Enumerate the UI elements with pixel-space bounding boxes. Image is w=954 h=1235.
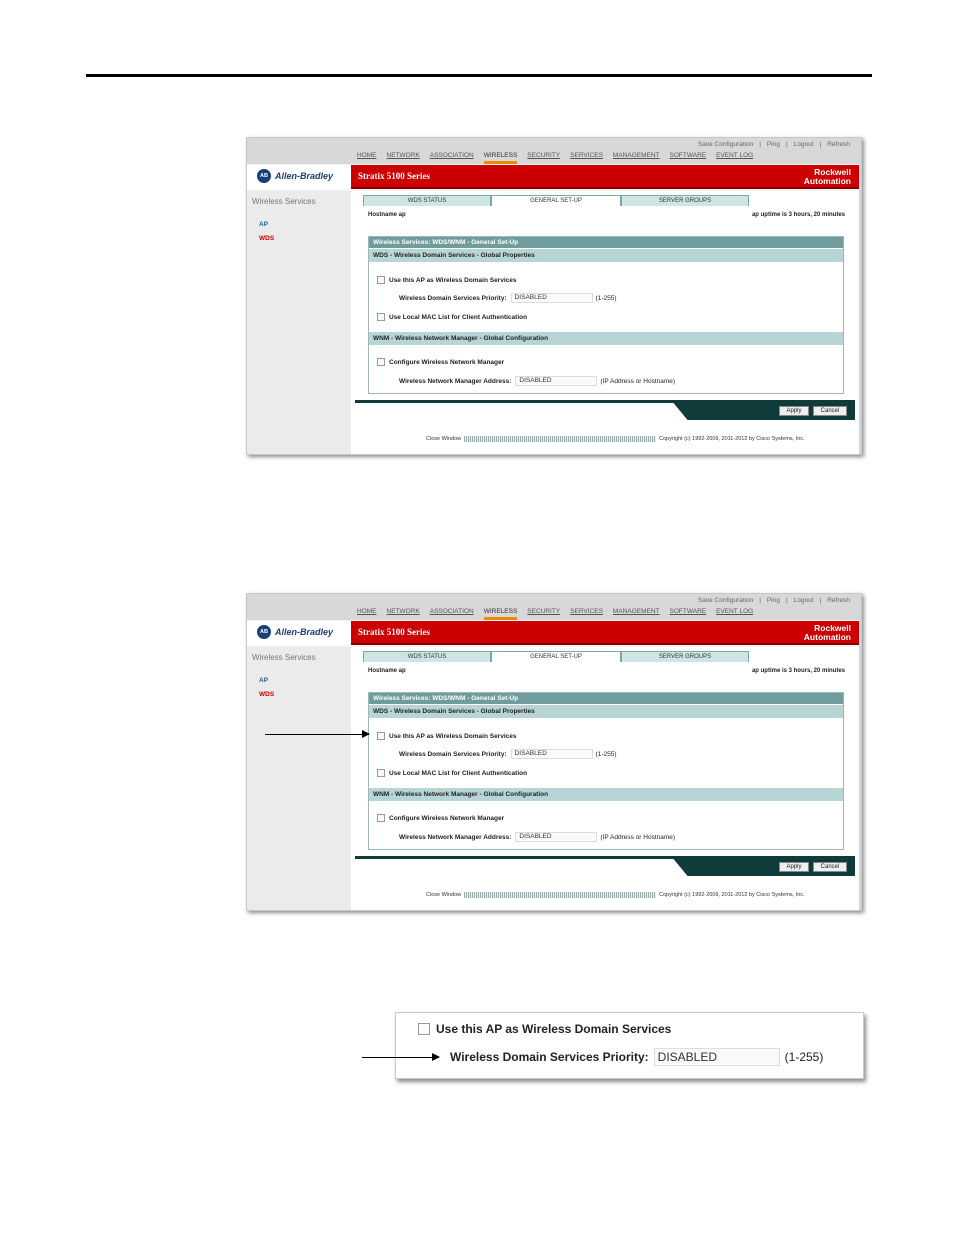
callout-arrow-icon [362,1057,439,1058]
panel-title: Wireless Services: WDS/WNM - General Set-Up [369,693,843,704]
use-ap-wds-label: Use this AP as Wireless Domain Services [436,1022,672,1036]
tab-wds-status[interactable]: WDS STATUS [363,651,491,662]
ping-link[interactable]: Ping [766,141,780,148]
priority-label: Wireless Domain Services Priority: [399,294,507,302]
tab-general-setup[interactable]: GENERAL SET-UP [491,651,621,662]
wnm-address-label: Wireless Network Manager Address: [399,377,512,385]
use-ap-wds-checkbox[interactable] [377,732,385,740]
wds-header: WDS - Wireless Domain Services - Global Properties [369,705,843,718]
menu-services[interactable]: SERVICES [570,152,603,159]
menu-network[interactable]: NETWORK [386,608,420,615]
wnm-address-row [399,832,675,842]
allen-bradley-logo [257,169,333,183]
automation-text: Automation [803,176,851,186]
wnm-address-label: Wireless Network Manager Address: [399,833,512,841]
rockwell-logo [804,624,851,642]
priority-input[interactable]: DISABLED [511,293,593,303]
menu-wireless[interactable]: WIRELESS [484,608,518,620]
priority-input[interactable]: DISABLED [654,1048,780,1066]
menu-wireless[interactable]: WIRELESS [484,152,518,164]
utility-links [695,141,853,148]
configure-wnm-row [377,358,504,366]
local-mac-row [377,313,527,321]
ping-link[interactable]: Ping [766,597,780,604]
sidebar [247,647,351,911]
configure-wnm-row [377,814,504,822]
copyright: Copyright (c) 1992-2009, 2011-2012 by Cisco Systems, Inc. [659,892,805,898]
screenshot-1 [246,137,862,455]
rockwell-text: Rockwell [814,167,851,177]
separator: | [819,141,822,148]
configure-wnm-checkbox[interactable] [377,358,385,366]
menu-home[interactable]: HOME [357,152,377,159]
rockwell-logo [804,168,851,186]
product-name: Stratix 5100 Series [358,171,430,181]
apply-button[interactable]: Apply [779,862,809,872]
menu-home[interactable]: HOME [357,608,377,615]
panel-title: Wireless Services: WDS/WNM - General Set-Up [369,237,843,248]
sidebar [247,191,351,455]
product-name: Stratix 5100 Series [358,627,430,637]
priority-row [399,749,617,759]
wnm-address-input[interactable]: DISABLED [515,832,597,842]
local-mac-label: Use Local MAC List for Client Authentication [389,313,528,321]
menu-management[interactable]: MANAGEMENT [612,152,660,159]
menu-association[interactable]: ASSOCIATION [429,608,474,615]
refresh-link[interactable]: Refresh [827,141,850,148]
logout-link[interactable]: Logout [793,141,814,148]
priority-hint: (1-255) [784,1050,824,1064]
use-ap-wds-row [418,1022,671,1036]
menu-management[interactable]: MANAGEMENT [612,608,660,615]
screenshot-2 [246,593,862,911]
separator: | [759,141,761,148]
separator: | [785,597,788,604]
uptime: ap uptime is 3 hours, 20 minutes [751,212,845,218]
page-footer [426,436,805,442]
footer-decoration [464,436,656,442]
top-navigation [247,594,862,620]
ab-logo-icon: AB [257,169,271,183]
zoomed-crop [395,1012,864,1079]
ab-brand-text: Allen-Bradley [275,627,334,637]
main-content [351,647,859,911]
priority-row [450,1048,823,1066]
sidebar-item-wds[interactable]: WDS [259,235,275,242]
setup-panel [368,236,844,394]
wnm-address-hint: (IP Address or Hostname) [600,833,676,841]
save-configuration-link[interactable]: Save Configuration [697,141,754,148]
hostname: Hostname ap [368,212,406,218]
use-ap-wds-label: Use this AP as Wireless Domain Services [389,276,517,284]
menu-services[interactable]: SERVICES [570,608,603,615]
page-top-rule [86,74,872,77]
use-ap-wds-checkbox[interactable] [418,1023,430,1035]
apply-button[interactable]: Apply [779,406,809,416]
tab-general-setup[interactable]: GENERAL SET-UP [491,195,621,206]
sidebar-item-wds[interactable]: WDS [259,691,275,698]
local-mac-label: Use Local MAC List for Client Authentication [389,769,528,777]
local-mac-checkbox[interactable] [377,313,385,321]
priority-hint: (1-255) [595,294,617,302]
ab-logo-icon: AB [257,625,271,639]
priority-label: Wireless Domain Services Priority: [450,1050,649,1064]
menu-security[interactable]: SECURITY [527,152,561,159]
save-configuration-link[interactable]: Save Configuration [697,597,754,604]
sidebar-item-ap[interactable]: AP [259,677,269,684]
local-mac-row [377,769,527,777]
close-window-link[interactable]: Close Window [426,436,462,442]
footer-decoration [464,892,656,898]
utility-links [695,597,853,604]
copyright: Copyright (c) 1992-2009, 2011-2012 by Cisco Systems, Inc. [659,436,805,442]
tab-strip [363,195,753,206]
page-footer [426,892,805,898]
menu-association[interactable]: ASSOCIATION [429,152,474,159]
menu-network[interactable]: NETWORK [386,152,420,159]
wnm-header: WNM - Wireless Network Manager - Global Configuration [369,332,843,345]
local-mac-checkbox[interactable] [377,769,385,777]
menu-security[interactable]: SECURITY [527,608,561,615]
use-ap-wds-label: Use this AP as Wireless Domain Services [389,732,517,740]
main-content [351,191,859,455]
top-navigation [247,138,862,164]
priority-row [399,293,617,303]
configure-wnm-label: Configure Wireless Network Manager [389,358,505,366]
wnm-address-input[interactable]: DISABLED [515,376,597,386]
configure-wnm-checkbox[interactable] [377,814,385,822]
menu-software[interactable]: SOFTWARE [669,608,707,615]
tab-server-groups[interactable]: SERVER GROUPS [621,651,749,662]
tab-server-groups[interactable]: SERVER GROUPS [621,195,749,206]
priority-input[interactable]: DISABLED [511,749,593,759]
configure-wnm-label: Configure Wireless Network Manager [389,814,505,822]
wnm-address-hint: (IP Address or Hostname) [600,377,676,385]
logout-link[interactable]: Logout [793,597,814,604]
refresh-link[interactable]: Refresh [827,597,850,604]
wnm-address-row [399,376,675,386]
use-ap-wds-row [377,276,516,284]
main-menu [357,152,763,159]
product-banner [351,621,859,645]
uptime: ap uptime is 3 hours, 20 minutes [751,668,845,674]
cancel-button[interactable]: Cancel [813,862,847,872]
use-ap-wds-checkbox[interactable] [377,276,385,284]
cancel-button[interactable]: Cancel [813,406,847,416]
sidebar-item-ap[interactable]: AP [259,221,269,228]
setup-panel [368,692,844,850]
hostname: Hostname ap [368,668,406,674]
use-ap-wds-row [377,732,516,740]
callout-arrow-icon [265,734,369,735]
wnm-header: WNM - Wireless Network Manager - Global Configuration [369,788,843,801]
ab-brand-text: Allen-Bradley [275,171,334,181]
sidebar-title: Wireless Services [252,653,316,662]
tab-wds-status[interactable]: WDS STATUS [363,195,491,206]
product-banner [351,165,859,189]
scrollbar[interactable] [859,138,862,455]
menu-event-log[interactable]: EVENT LOG [716,152,754,159]
wds-header: WDS - Wireless Domain Services - Global Properties [369,249,843,262]
allen-bradley-logo [257,625,333,639]
main-menu [357,608,763,615]
automation-text: Automation [803,632,851,642]
separator: | [759,597,761,604]
sidebar-title: Wireless Services [252,197,316,206]
separator: | [785,141,788,148]
priority-hint: (1-255) [595,750,617,758]
menu-event-log[interactable]: EVENT LOG [716,608,754,615]
tab-strip [363,651,753,662]
separator: | [819,597,822,604]
menu-software[interactable]: SOFTWARE [669,152,707,159]
rockwell-text: Rockwell [814,623,851,633]
priority-label: Wireless Domain Services Priority: [399,750,507,758]
close-window-link[interactable]: Close Window [426,892,462,898]
scrollbar[interactable] [859,594,862,911]
